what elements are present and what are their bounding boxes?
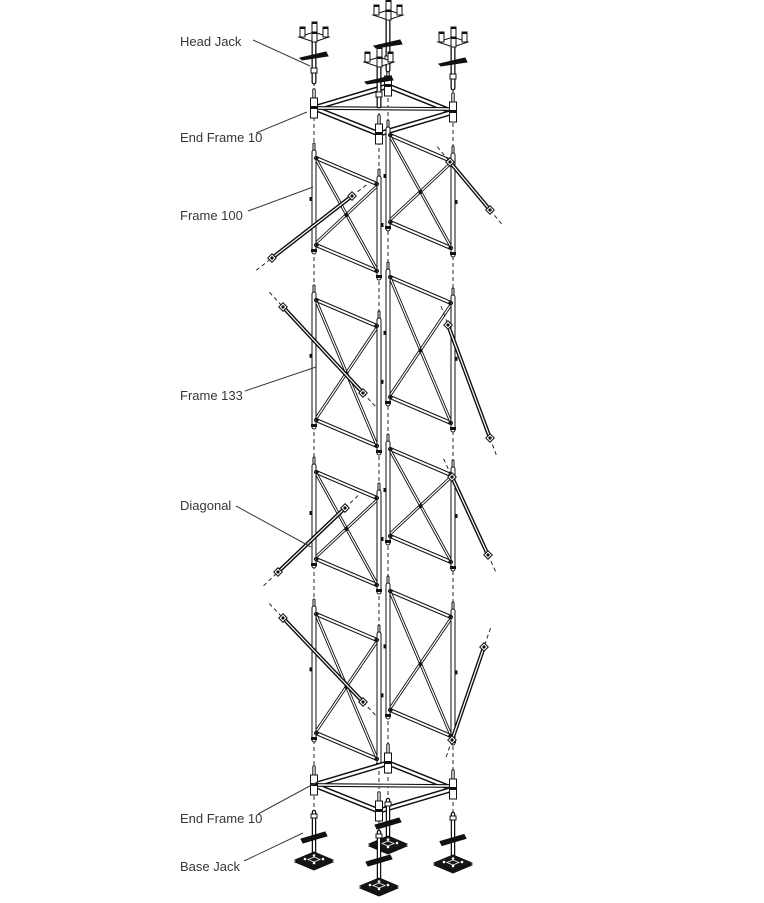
label-text: Head Jack	[180, 34, 242, 49]
label-text: End Frame 10	[180, 811, 263, 826]
label-text: Diagonal	[180, 498, 232, 513]
base-jack	[295, 812, 333, 870]
head-jack	[438, 27, 468, 89]
label-text: Base Jack	[180, 859, 240, 874]
label-text: End Frame 10	[180, 130, 263, 145]
leader-line	[236, 506, 311, 547]
base-jack	[434, 814, 472, 873]
leader-line	[244, 833, 303, 861]
label-text: Frame 133	[180, 388, 243, 403]
labels	[180, 34, 319, 874]
leader-line	[258, 781, 319, 814]
label-end-frame-bottom	[180, 781, 319, 826]
frame-133-section-3	[269, 577, 490, 766]
label-frame-133	[180, 367, 316, 403]
tower-drawing	[256, 0, 503, 896]
label-head-jack	[180, 34, 310, 66]
frame-133-section-2	[264, 435, 497, 592]
label-frame-100	[180, 187, 313, 223]
label-base-jack	[180, 833, 303, 874]
frame-100-section	[256, 121, 503, 278]
head-jack	[364, 47, 394, 107]
leader-line	[253, 40, 310, 66]
end-frame-10-bottom	[311, 745, 457, 821]
label-diagonal	[180, 498, 311, 547]
leader-line	[245, 367, 316, 391]
frame-133-section-1	[269, 263, 497, 457]
head-jack	[299, 22, 329, 83]
leader-line	[256, 112, 307, 133]
label-text: Frame 100	[180, 208, 243, 223]
label-end-frame-top	[180, 112, 307, 145]
leader-line	[248, 187, 313, 211]
